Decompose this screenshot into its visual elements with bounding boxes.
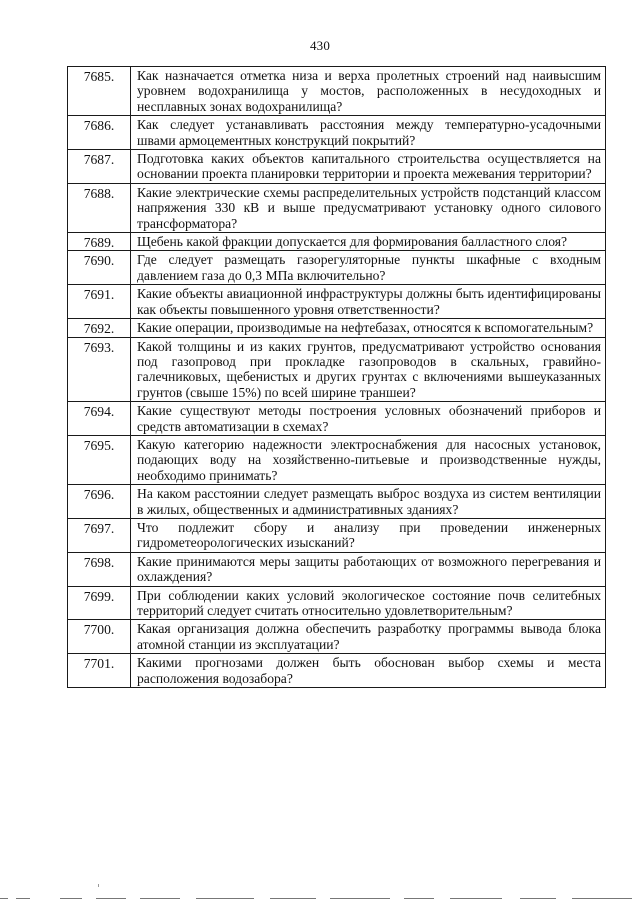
question-text: Щебень какой фракции допускается для формирования балластного слоя? [131, 233, 606, 251]
scan-artifact-mark [98, 884, 99, 887]
questions-table [67, 66, 606, 688]
scan-footer-dash [196, 898, 254, 899]
question-number: 7696. [68, 485, 131, 519]
scan-footer-dash [60, 898, 82, 899]
scan-footer-dash [16, 898, 30, 899]
question-text: Какую категорию надежности электроснабжения для насосных установок, подающих воду на хозяйственно-питьевые и производственные нужды, необходимо принимать? [131, 435, 606, 484]
scan-footer-dash [404, 898, 434, 899]
question-number: 7689. [68, 233, 131, 251]
question-number: 7693. [68, 337, 131, 402]
table-row [68, 620, 606, 654]
question-number: 7698. [68, 552, 131, 586]
question-number: 7697. [68, 518, 131, 552]
scan-footer-dash [96, 898, 126, 899]
question-text: Что подлежит сбору и анализу при проведении инженерных гидрометеорологических изысканий? [131, 518, 606, 552]
table-row [68, 67, 606, 116]
question-number: 7687. [68, 150, 131, 184]
question-text: Какими прогнозами должен быть обоснован выбор схемы и места расположения водозабора? [131, 654, 606, 688]
scan-footer-dash [572, 898, 632, 899]
question-number: 7699. [68, 586, 131, 620]
question-text: На каком расстоянии следует размещать выброс воздуха из систем вентиляции в жилых, общественных и административных зданиях? [131, 485, 606, 519]
question-number: 7690. [68, 251, 131, 285]
question-text: Где следует размещать газорегуляторные пункты шкафные с входным давлением газа до 0,3 МПа включительно? [131, 251, 606, 285]
question-number: 7685. [68, 67, 131, 116]
table-row [68, 552, 606, 586]
scan-footer-dash [330, 898, 390, 899]
question-text: Какие объекты авиационной инфраструктуры должны быть идентифицированы как объекты повышенного уровня ответственности? [131, 285, 606, 319]
page-number: 430 [309, 38, 331, 53]
table-row [68, 116, 606, 150]
table-row [68, 150, 606, 184]
scan-footer-marks [0, 898, 640, 902]
question-text: Какой толщины и из каких грунтов, предусматривают устройство основания под газопровод при прокладке газопроводов в скальных, гравийно-галечниковых, щебенистых и других грунтах с включениями вышеуказанных грунтов (свыше 15%) по всей ширине траншеи? [131, 337, 606, 402]
scan-footer-dash [520, 898, 556, 899]
table-row [68, 285, 606, 319]
question-text: Какие электрические схемы распределительных устройств подстанций классом напряжения 330 кВ и выше предусматривают установку одного силового трансформатора? [131, 183, 606, 232]
table-row [68, 485, 606, 519]
table-row [68, 435, 606, 484]
scan-footer-dash [270, 898, 316, 899]
question-text: Какая организация должна обеспечить разработку программы вывода блока атомной станции из эксплуатации? [131, 620, 606, 654]
scan-footer-dash [450, 898, 502, 899]
question-number: 7695. [68, 435, 131, 484]
table-row [68, 402, 606, 436]
table-row [68, 233, 606, 251]
scan-footer-dash [140, 898, 180, 899]
question-number: 7700. [68, 620, 131, 654]
table-row [68, 251, 606, 285]
question-number: 7694. [68, 402, 131, 436]
table-row [68, 337, 606, 402]
question-number: 7692. [68, 319, 131, 337]
table-row [68, 183, 606, 232]
question-number: 7686. [68, 116, 131, 150]
question-number: 7688. [68, 183, 131, 232]
question-number: 7701. [68, 654, 131, 688]
question-text: Подготовка каких объектов капитального строительства осуществляется на основании проекта планировки территории и проекта межевания территории? [131, 150, 606, 184]
question-text: При соблюдении каких условий экологическое состояние почв селитебных территорий следует считать относительно удовлетворительным? [131, 586, 606, 620]
table-row [68, 518, 606, 552]
table-row [68, 319, 606, 337]
question-text: Какие принимаются меры защиты работающих от возможного перегревания и охлаждения? [131, 552, 606, 586]
questions-table-body [68, 67, 606, 688]
question-text: Какие существуют методы построения условных обозначений приборов и средств автоматизации в схемах? [131, 402, 606, 436]
table-row [68, 586, 606, 620]
scan-footer-dash [0, 898, 8, 899]
question-text: Какие операции, производимые на нефтебазах, относятся к вспомогательным? [131, 319, 606, 337]
question-number: 7691. [68, 285, 131, 319]
table-row [68, 654, 606, 688]
question-text: Как следует устанавливать расстояния между температурно-усадочными швами армоцементных конструкций покрытий? [131, 116, 606, 150]
question-text: Как назначается отметка низа и верха пролетных строений над наивысшим уровнем водохранилища у мостов, расположенных в несудоходных и несплавных зонах водохранилища? [131, 67, 606, 116]
